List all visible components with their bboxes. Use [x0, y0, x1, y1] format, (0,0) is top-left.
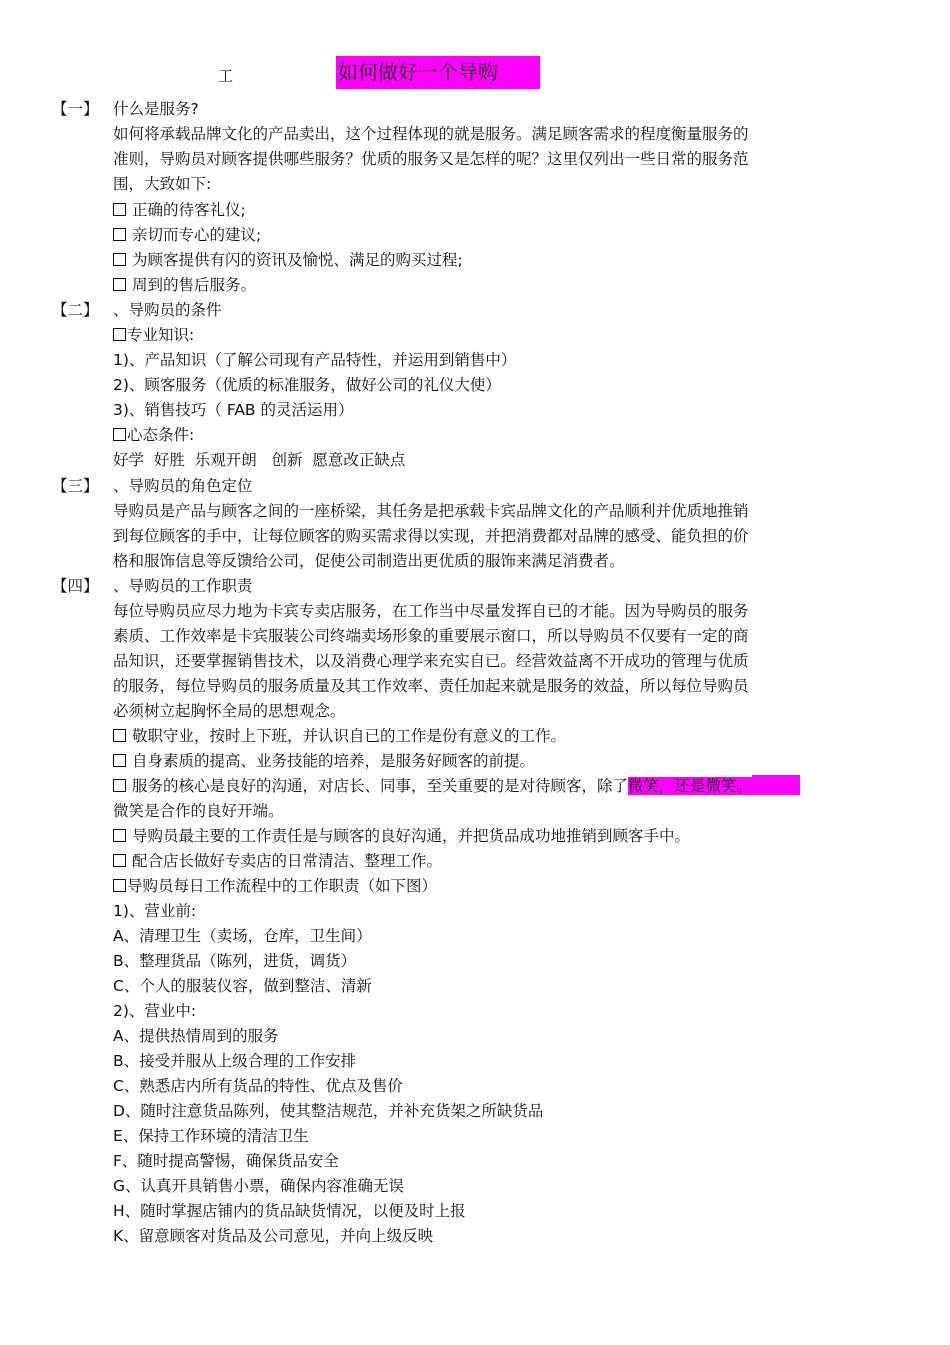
list-item: A、提供热情周到的服务 — [113, 1027, 279, 1045]
list-item: 服务的核心是良好的沟通，对店长、同事，至关重要的是对待顾客，除了微笑，还是微笑。 — [113, 774, 800, 799]
paragraph-line: 围，大致如下: — [113, 175, 212, 193]
checkbox-icon — [113, 854, 126, 867]
list-item: 为顾客提供有闪的资讯及愉悦、满足的购买过程; — [113, 248, 463, 273]
checkbox-icon — [113, 829, 126, 842]
section-number: 【三】 — [52, 477, 99, 495]
paragraph-line: 品知识，还要掌握销售技术，以及消费心理学来充实自已。经营效益离不开成功的管理与优质 — [113, 652, 749, 670]
section-heading: 什么是服务? — [113, 100, 199, 118]
paragraph-line: 每位导购员应尽力地为卡宾专卖店服务，在工作当中尽量发挥自已的才能。因为导购员的服务 — [113, 602, 749, 620]
paragraph-line: 素质、工作效率是卡宾服装公司终端卖场形象的重要展示窗口，所以导购员不仅要有一定的商 — [113, 627, 749, 645]
header-mark: 工 — [218, 67, 234, 85]
list-item: 敬职守业，按时上下班，并认识自已的工作是份有意义的工作。 — [113, 724, 566, 749]
checkbox-icon — [113, 428, 126, 441]
list-item: 3)、销售技巧（ FAB 的灵活运用） — [113, 401, 354, 419]
highlighted-text: 微笑，还是微笑。 — [628, 777, 753, 795]
checkbox-icon — [113, 754, 126, 767]
paragraph-line: 准则，导购员对顾客提供哪些服务？优质的服务又是怎样的呢？这里仅列出一些日常的服务范 — [113, 150, 749, 168]
checkbox-icon — [113, 203, 126, 216]
list-item: 1)、产品知识（了解公司现有产品特性，并运用到销售中） — [113, 351, 517, 369]
list-item: 自身素质的提高、业务技能的培养，是服务好顾客的前提。 — [113, 749, 535, 774]
checkbox-icon — [113, 879, 126, 892]
paragraph-line: 微笑是合作的良好开端。 — [113, 802, 284, 820]
section-heading: 、导购员的工作职责 — [113, 577, 253, 595]
highlight-mark — [752, 775, 800, 795]
paragraph-line: 如何将承载品牌文化的产品卖出，这个过程体现的就是服务。满足顾客需求的程度衡量服务的 — [113, 125, 749, 143]
paragraph-line: 必须树立起胸怀全局的思想观念。 — [113, 702, 346, 720]
section-heading: 、导购员的条件 — [113, 301, 222, 319]
list-item: C、熟悉店内所有货品的特性、优点及售价 — [113, 1077, 403, 1095]
list-item: B、接受并服从上级合理的工作安排 — [113, 1052, 357, 1070]
checkbox-icon — [113, 729, 126, 742]
page-title: 如何做好一个导购 — [336, 56, 540, 89]
list-item: H、随时掌握店铺内的货品缺货情况，以便及时上报 — [113, 1202, 466, 1220]
checkbox-icon — [113, 328, 126, 341]
checkbox-icon — [113, 779, 126, 792]
list-item: K、留意顾客对货品及公司意见，并向上级反映 — [113, 1227, 434, 1245]
list-item: D、随时注意货品陈列，使其整洁规范，并补充货架之所缺货品 — [113, 1102, 544, 1120]
paragraph-line: 的服务，每位导购员的服务质量及其工作效率、责任加起来就是服务的效益，所以每位导购员 — [113, 677, 749, 695]
paragraph-line: 到每位顾客的手中，让每位顾客的购买需求得以实现，并把消费都对品牌的感受、能负担的价 — [113, 527, 749, 545]
section-heading: 、导购员的角色定位 — [113, 477, 253, 495]
section-number: 【二】 — [52, 301, 99, 319]
list-item: C、个人的服装仪容，做到整洁、清新 — [113, 977, 372, 995]
list-item: 配合店长做好专卖店的日常清洁、整理工作。 — [113, 849, 442, 874]
list-label: 1)、营业前: — [113, 902, 197, 920]
list-item: 周到的售后服务。 — [113, 273, 256, 298]
list-item: 导购员最主要的工作责任是与顾客的良好沟通，并把货品成功地推销到顾客手中。 — [113, 824, 690, 849]
checkbox-icon — [113, 253, 126, 266]
checkbox-icon — [113, 278, 126, 291]
list-label: 2)、营业中: — [113, 1002, 197, 1020]
paragraph-line: 好学 好胜 乐观开朗 创新 愿意改正缺点 — [113, 451, 406, 469]
list-item: E、保持工作环境的清洁卫生 — [113, 1127, 309, 1145]
list-item: 亲切而专心的建议; — [113, 223, 261, 248]
list-item: B、整理货品（陈列，进货，调货） — [113, 952, 357, 970]
sub-heading: 专业知识: — [113, 323, 194, 348]
list-item: 导购员每日工作流程中的工作职责（如下图） — [113, 874, 437, 899]
list-item: F、随时提高警惕，确保货品安全 — [113, 1152, 339, 1170]
sub-heading: 心态条件: — [113, 423, 194, 448]
list-item: 2)、顾客服务（优质的标准服务，做好公司的礼仪大使） — [113, 376, 501, 394]
list-item: 正确的待客礼仪; — [113, 198, 246, 223]
list-item: G、认真开具销售小票，确保内容准确无误 — [113, 1177, 405, 1195]
section-number: 【四】 — [52, 577, 99, 595]
paragraph-line: 格和服饰信息等反馈给公司，促使公司制造出更优质的服饰来满足消费者。 — [113, 552, 625, 570]
section-number: 【一】 — [52, 100, 99, 118]
list-item: A、清理卫生（卖场，仓库，卫生间） — [113, 927, 372, 945]
paragraph-line: 导购员是产品与顾客之间的一座桥梁，其任务是把承载卡宾品牌文化的产品顺利并优质地推销 — [113, 502, 749, 520]
checkbox-icon — [113, 228, 126, 241]
